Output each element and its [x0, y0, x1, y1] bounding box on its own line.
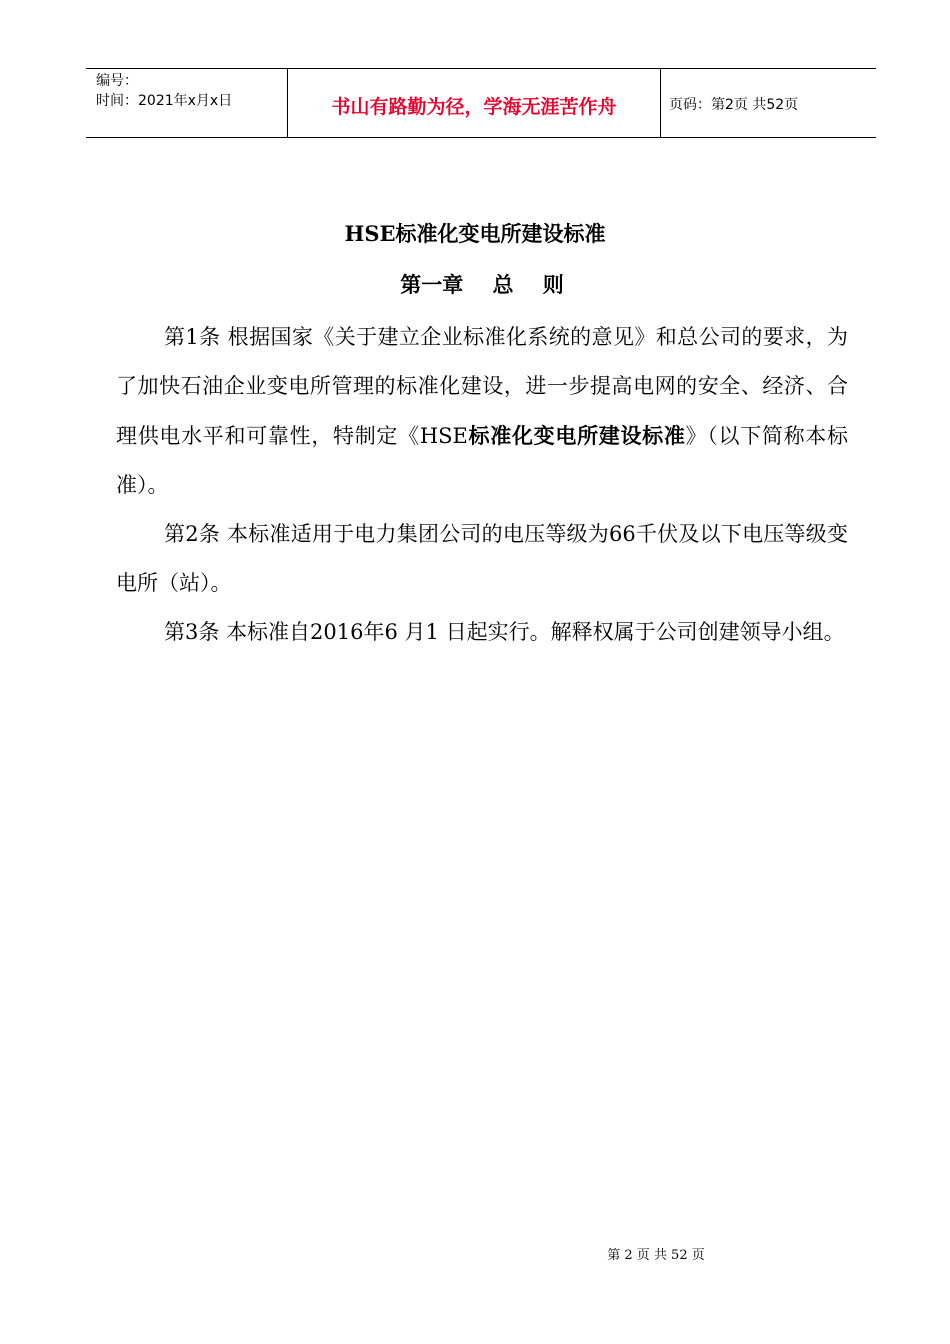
- article-1-text: 根据国家《关于建立企业标准化系统的意见》和总公司的要求，为了加快石油企业变电所管理的标准化建设，进一步提高电网的安全、经济、合理供电水平和可靠性，特制定《HSE: [116, 325, 848, 448]
- article-1: [116, 313, 848, 510]
- article-2: [116, 510, 848, 608]
- article-3-label: 第3条: [164, 620, 220, 644]
- document-number-label: 编号：: [96, 73, 138, 89]
- page-footer: 第 2 页 共 52 页: [607, 1248, 705, 1263]
- document-body: [116, 313, 848, 657]
- article-3: [116, 608, 848, 657]
- article-2-label: 第2条: [164, 522, 221, 546]
- header-page-cell: [661, 69, 876, 137]
- header-page-info: 页码：第2页 共52页: [669, 97, 799, 113]
- article-1-bold-text: 标准化变电所建设标准: [467, 423, 686, 448]
- header-meta-cell: [86, 69, 288, 137]
- article-2-text: 本标准适用于电力集团公司的电压等级为66千伏及以下电压等级变电所（站）。: [116, 522, 848, 595]
- article-3-text: 本标准自2016年6 月1 日起实行。解释权属于公司创建领导小组。: [226, 620, 845, 644]
- document-time: 时间：2021年x月x日: [96, 93, 233, 109]
- document-title: HSE标准化变电所建设标准: [344, 221, 606, 246]
- header-table: [86, 68, 876, 138]
- header-motto: 书山有路勤为径，学海无涯苦作舟: [331, 95, 617, 118]
- article-spacer: [220, 522, 227, 546]
- chapter-heading: 第一章 总 则: [400, 272, 564, 297]
- article-1-text-end: 》（以下简称本标准）。: [116, 424, 849, 497]
- article-1-label: 第1条: [164, 325, 221, 349]
- article-spacer: [221, 325, 228, 349]
- header-motto-cell: [288, 69, 661, 137]
